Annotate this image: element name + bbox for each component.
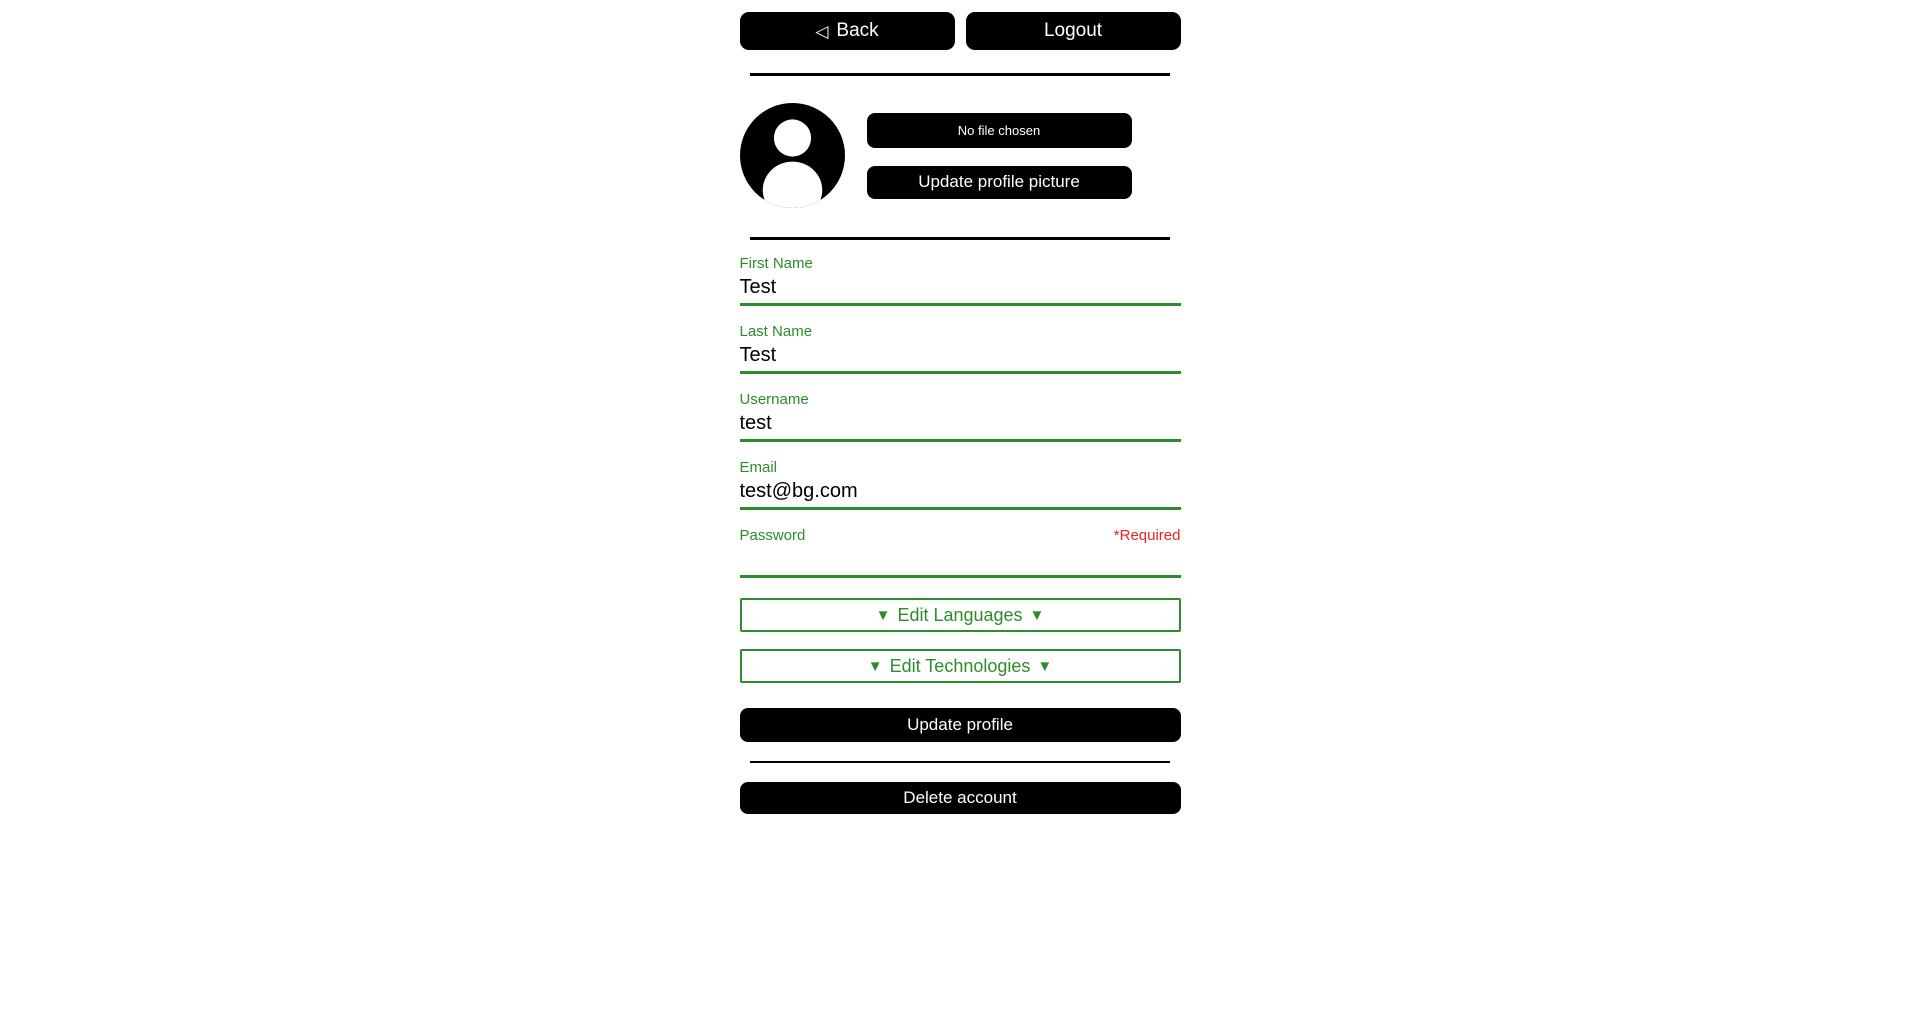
- logout-button[interactable]: [966, 12, 1181, 50]
- email-input[interactable]: [740, 477, 1181, 510]
- back-button-label: Back: [836, 20, 879, 41]
- profile-form-container: [740, 0, 1181, 814]
- profile-picture-section: [740, 103, 1181, 208]
- profile-form: [740, 255, 1181, 742]
- arrow-left-icon: ◁: [815, 21, 829, 41]
- avatar: [740, 103, 845, 208]
- update-profile-button[interactable]: [740, 708, 1181, 742]
- chevron-down-icon: ▼: [1029, 606, 1045, 624]
- top-button-row: [740, 12, 1181, 50]
- username-input[interactable]: [740, 409, 1181, 442]
- section-divider-danger: [750, 761, 1170, 763]
- last-name-label: Last Name: [739, 323, 813, 340]
- first-name-input[interactable]: [740, 273, 1181, 306]
- chevron-down-icon: ▼: [867, 657, 883, 675]
- first-name-label: First Name: [739, 255, 813, 272]
- file-input[interactable]: [867, 113, 1132, 148]
- update-profile-picture-button[interactable]: [867, 166, 1132, 199]
- password-input[interactable]: [740, 545, 1181, 578]
- username-label: Username: [739, 391, 809, 408]
- delete-account-label: Delete account: [903, 788, 1017, 807]
- delete-account-button[interactable]: [740, 782, 1181, 814]
- back-button[interactable]: [740, 12, 955, 50]
- chevron-down-icon: ▼: [875, 606, 891, 624]
- edit-languages-button[interactable]: [740, 598, 1181, 632]
- section-divider-avatar: [750, 237, 1170, 240]
- first-name-field: [740, 255, 1181, 306]
- edit-technologies-button[interactable]: [740, 649, 1181, 683]
- required-badge: *Required: [1113, 527, 1181, 544]
- last-name-input[interactable]: [740, 341, 1181, 374]
- username-field: [740, 391, 1181, 442]
- chevron-down-icon: ▼: [1037, 657, 1053, 675]
- email-label: Email: [739, 459, 778, 476]
- password-label: Password: [739, 527, 806, 544]
- update-profile-label: Update profile: [907, 715, 1013, 734]
- edit-technologies-label: Edit Technologies: [889, 655, 1031, 676]
- section-divider-top: [750, 73, 1170, 76]
- email-field: [740, 459, 1181, 510]
- password-field: [740, 527, 1181, 578]
- update-profile-picture-label: Update profile picture: [918, 172, 1080, 191]
- logout-button-label: Logout: [1043, 20, 1103, 41]
- file-upload-column: [867, 113, 1132, 199]
- last-name-field: [740, 323, 1181, 374]
- edit-languages-label: Edit Languages: [897, 604, 1023, 625]
- file-input-status: No file chosen: [957, 122, 1041, 138]
